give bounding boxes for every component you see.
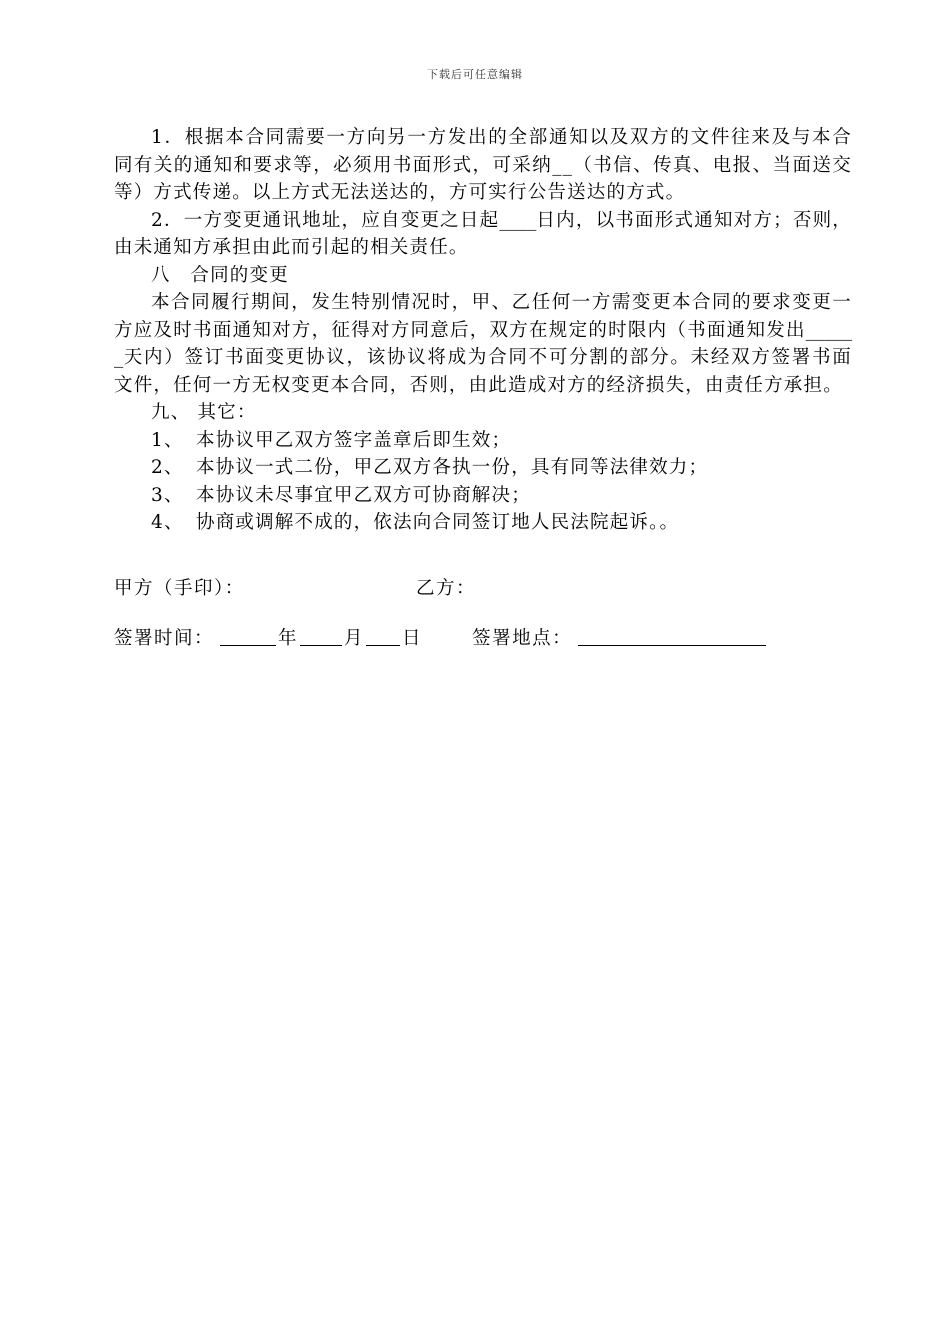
section-9-item	[114, 454, 852, 482]
item-text: 本协议甲乙双方签字盖章后即生效；	[196, 429, 512, 451]
notice-paragraph-1: 1．根据本合同需要一方向另一方发出的全部通知以及双方的文件往来及与本合同有关的通知和要求等，必须用书面形式，可采纳__（书信、传真、电报、当面送交等）方式传递。以上方式无法送达的，方可实行公告送达的方式。	[114, 127, 852, 203]
section-8-heading: 八 合同的变更	[151, 264, 289, 286]
item-text: 本协议未尽事宜甲乙双方可协商解决；	[196, 484, 531, 506]
item-text: 协商或调解不成的，依法向合同签订地人民法院起诉。。	[196, 512, 680, 533]
day-blank-line	[366, 627, 400, 646]
section-9-item	[114, 509, 852, 537]
signing-date-label: 签署时间：	[114, 628, 215, 649]
month-label: 月	[344, 628, 365, 649]
section-9-item	[114, 427, 852, 455]
item-number: 3、	[151, 484, 184, 506]
item-number: 2、	[151, 457, 184, 478]
notice-paragraph-2	[114, 207, 852, 262]
item-text: 本协议一式二份，甲乙双方各执一份，具有同等法律效力；	[196, 457, 709, 478]
party-b-signature-label: 乙方：	[416, 578, 477, 599]
signing-date-row	[114, 624, 766, 650]
party-a-signature-label: 甲方（手印）：	[114, 578, 245, 599]
section-8-text-before: 本合同履行期间，发生特别情况时，甲、乙任何一方需变更本合同的要求变更一方应及时书面通知对方，征得对方同意后，双方在规定的时限内（书面通知发出	[114, 292, 852, 341]
section-9-heading: 九、 其它：	[151, 402, 257, 423]
section-9-item	[114, 482, 852, 510]
section-8-paragraph	[114, 289, 852, 399]
section-8-text-after: 天内）签订书面变更协议，该协议将成为合同不可分割的部分。未经双方签署书面文件，任何一方无权变更本合同，否则，由此造成对方的经济损失，由责任方承担。	[114, 347, 852, 396]
year-label: 年	[278, 628, 299, 649]
item-number: 1、	[151, 429, 184, 451]
item-number: 4、	[151, 512, 184, 533]
page-header-note: 下载后可任意编辑	[427, 68, 523, 81]
day-label: 日	[402, 628, 423, 649]
section-8-blank: ______	[114, 319, 852, 368]
year-blank-line	[220, 627, 276, 646]
signing-place-label: 签署地点：	[472, 628, 573, 649]
place-blank-line	[578, 627, 766, 646]
notice-p2-text-after: 日内，以书面形式通知对方；否则，由未通知方承担由此而引起的相关责任。	[114, 209, 853, 258]
notice-p2-blank: ____	[499, 209, 537, 231]
notice-p2-text-before: 2．一方变更通讯地址，应自变更之日起	[151, 209, 500, 231]
contract-body	[114, 124, 852, 537]
month-blank-line	[300, 627, 342, 646]
